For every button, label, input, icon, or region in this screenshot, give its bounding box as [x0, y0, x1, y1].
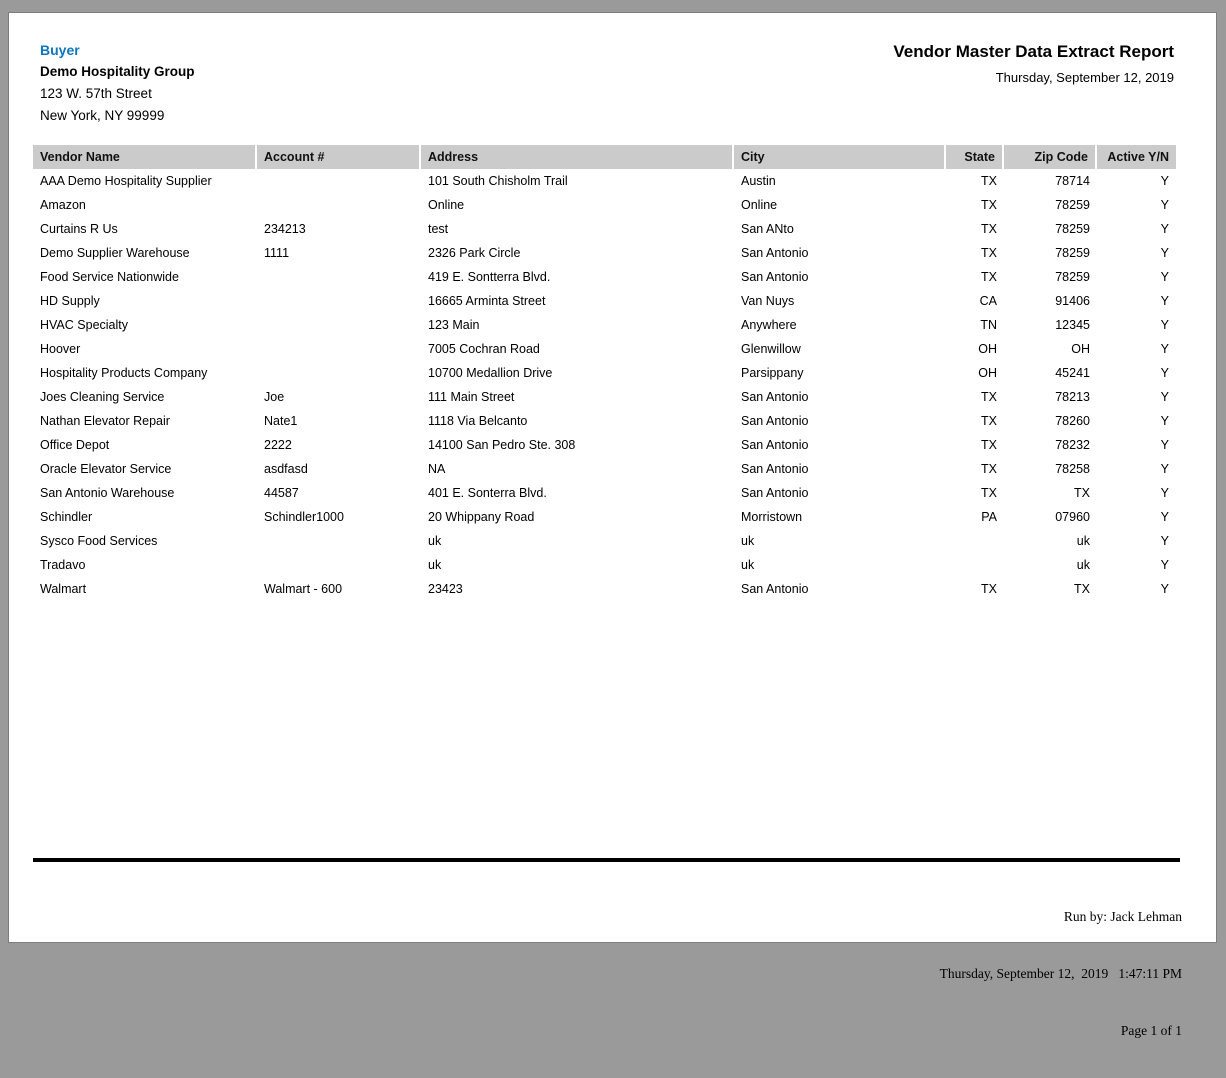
table-cell: TX	[981, 462, 997, 476]
table-row	[33, 193, 1176, 217]
table-row	[33, 337, 1176, 361]
table-cell: 20 Whippany Road	[428, 510, 535, 524]
table-cell	[257, 553, 421, 577]
table-cell: Online	[428, 198, 465, 212]
table-cell: 78213	[1055, 390, 1090, 404]
table-row	[33, 313, 1176, 337]
buyer-address-line1: 123 W. 57th Street	[40, 86, 152, 101]
table-row	[33, 265, 1176, 289]
table-cell: OH	[1071, 342, 1090, 356]
table-cell: Y	[1160, 342, 1169, 356]
table-cell: 78259	[1055, 246, 1090, 260]
table-cell	[946, 553, 1004, 577]
table-cell: 123 Main	[428, 318, 480, 332]
column-header-zip-code: Zip Code	[1004, 145, 1097, 169]
table-cell	[257, 529, 421, 553]
table-cell: HD Supply	[40, 294, 100, 308]
column-header-vendor-name: Vendor Name	[33, 145, 257, 169]
table-cell: uk	[428, 534, 442, 548]
table-cell: 1111	[264, 246, 290, 260]
table-cell: OH	[978, 342, 997, 356]
table-cell: Online	[741, 198, 778, 212]
table-cell: Y	[1160, 582, 1169, 596]
table-cell: TX	[981, 246, 997, 260]
column-header-active: Active Y/N	[1097, 145, 1176, 169]
table-cell: San Antonio Warehouse	[40, 486, 175, 500]
table-cell	[257, 313, 421, 337]
table-cell: asdfasd	[264, 462, 308, 476]
table-row	[33, 529, 1176, 553]
table-row	[33, 361, 1176, 385]
table-cell: Y	[1160, 318, 1169, 332]
footer-page-number: Page 1 of 1	[1120, 1023, 1182, 1038]
table-cell: Morristown	[741, 510, 803, 524]
table-cell: Demo Supplier Warehouse	[40, 246, 190, 260]
table-cell	[257, 337, 421, 361]
table-row	[33, 577, 1176, 601]
buyer-name: Demo Hospitality Group	[40, 64, 195, 79]
table-cell: 23423	[428, 582, 463, 596]
column-header-state: State	[946, 145, 1004, 169]
table-cell: Parsippany	[741, 366, 804, 380]
table-cell: uk	[741, 558, 755, 572]
table-cell: 101 South Chisholm Trail	[428, 174, 568, 188]
table-cell: PA	[981, 510, 997, 524]
table-cell: Food Service Nationwide	[40, 270, 179, 284]
table-cell	[257, 361, 421, 385]
table-cell: Y	[1160, 534, 1169, 548]
table-cell: Y	[1160, 390, 1169, 404]
column-header-city: City	[734, 145, 946, 169]
table-cell: Sysco Food Services	[40, 534, 158, 548]
table-cell	[257, 169, 421, 193]
table-cell: San ANto	[741, 222, 794, 236]
table-row	[33, 241, 1176, 265]
table-cell: Y	[1160, 174, 1169, 188]
table-cell: uk	[741, 534, 755, 548]
table-row	[33, 553, 1176, 577]
table-cell: Walmart	[40, 582, 87, 596]
table-cell: 78258	[1055, 462, 1090, 476]
buyer-address-line2: New York, NY 99999	[40, 108, 165, 123]
table-cell: 401 E. Sonterra Blvd.	[428, 486, 547, 500]
table-cell: 78259	[1055, 222, 1090, 236]
table-cell: TX	[981, 390, 997, 404]
table-header	[33, 145, 1176, 169]
table-cell: Van Nuys	[741, 294, 795, 308]
table-cell: CA	[979, 294, 997, 308]
table-cell: Y	[1160, 462, 1169, 476]
page-title: Vendor Master Data Extract Report	[893, 42, 1174, 61]
table-cell: Tradavo	[40, 558, 86, 572]
table-cell: 78232	[1055, 438, 1090, 452]
column-header-account: Account #	[257, 145, 421, 169]
table-cell: 7005 Cochran Road	[428, 342, 540, 356]
table-cell: Y	[1160, 486, 1169, 500]
table-cell: 2326 Park Circle	[428, 246, 521, 260]
table-cell: Y	[1160, 510, 1169, 524]
table-row	[33, 385, 1176, 409]
table-cell: Joe	[264, 390, 285, 404]
table-cell: Y	[1160, 270, 1169, 284]
table-cell	[257, 193, 421, 217]
table-cell: Y	[1160, 438, 1169, 452]
table-cell: San Antonio	[741, 270, 809, 284]
table-row	[33, 457, 1176, 481]
table-cell: TX	[981, 222, 997, 236]
table-cell: 234213	[264, 222, 306, 236]
table-cell: Y	[1160, 414, 1169, 428]
table-cell: Nate1	[264, 414, 298, 428]
table-row	[33, 169, 1176, 193]
table-cell: 419 E. Sontterra Blvd.	[428, 270, 551, 284]
table-cell: Hoover	[40, 342, 81, 356]
table-cell: San Antonio	[741, 414, 809, 428]
table-cell: Y	[1160, 246, 1169, 260]
table-cell: 78714	[1055, 174, 1090, 188]
table-cell: Y	[1160, 294, 1169, 308]
table-cell: TX	[981, 174, 997, 188]
report-date: Thursday, September 12, 2019	[995, 70, 1174, 85]
table-row	[33, 481, 1176, 505]
table-cell: TX	[981, 414, 997, 428]
table-cell: uk	[1076, 534, 1090, 548]
buyer-block	[40, 39, 195, 127]
table-cell: Amazon	[40, 198, 86, 212]
table-cell: TX	[981, 270, 997, 284]
table-cell: Y	[1160, 198, 1169, 212]
table-cell: Office Depot	[40, 438, 110, 452]
table-cell: TN	[980, 318, 997, 332]
table-cell: Glenwillow	[741, 342, 801, 356]
table-cell: Nathan Elevator Repair	[40, 414, 170, 428]
footer-run-by: Run by: Jack Lehman	[1063, 909, 1182, 924]
column-header-address: Address	[421, 145, 734, 169]
table-cell: uk	[1076, 558, 1090, 572]
table-row	[33, 433, 1176, 457]
table-cell: 16665 Arminta Street	[428, 294, 546, 308]
table-row	[33, 409, 1176, 433]
table-cell: 2222	[264, 438, 292, 452]
table-cell	[946, 529, 1004, 553]
table-cell: 1118 Via Belcanto	[428, 414, 528, 428]
table-cell: San Antonio	[741, 390, 809, 404]
table-cell: Walmart - 600	[264, 582, 343, 596]
table-header-row	[33, 145, 1176, 169]
report-page	[8, 12, 1217, 1038]
table-row	[33, 289, 1176, 313]
table-cell: Hospitality Products Company	[40, 366, 208, 380]
table-row	[33, 505, 1176, 529]
table-cell	[257, 265, 421, 289]
table-cell: TX	[981, 486, 997, 500]
table-cell: San Antonio	[741, 438, 809, 452]
table-cell: TX	[1074, 486, 1090, 500]
footer-divider	[33, 858, 1180, 862]
table-cell: 91406	[1055, 294, 1090, 308]
table-cell: 12345	[1055, 318, 1090, 332]
table-cell: TX	[981, 438, 997, 452]
table-cell: Curtains R Us	[40, 222, 118, 236]
table-cell: San Antonio	[741, 582, 809, 596]
table-cell: 111 Main Street	[428, 390, 515, 404]
table-body	[33, 169, 1176, 601]
table-cell: 78259	[1055, 198, 1090, 212]
footer-block	[940, 869, 1182, 1078]
table-cell: 07960	[1055, 510, 1090, 524]
table-cell: San Antonio	[741, 486, 809, 500]
table-row	[33, 217, 1176, 241]
table-cell: Schindler	[40, 510, 93, 524]
table-cell: 14100 San Pedro Ste. 308	[428, 438, 576, 452]
table-cell: Oracle Elevator Service	[40, 462, 172, 476]
table-cell: 44587	[264, 486, 299, 500]
table-cell: 78259	[1055, 270, 1090, 284]
vendor-table	[33, 145, 1176, 601]
table-cell	[257, 289, 421, 313]
table-cell: Y	[1160, 366, 1169, 380]
table-cell: Y	[1160, 558, 1169, 572]
table-cell: Schindler1000	[264, 510, 344, 524]
table-cell: test	[428, 222, 449, 236]
table-cell: HVAC Specialty	[40, 318, 128, 332]
table-cell: Joes Cleaning Service	[40, 390, 165, 404]
buyer-label: Buyer	[40, 42, 80, 58]
table-cell: Anywhere	[741, 318, 797, 332]
table-cell: TX	[981, 198, 997, 212]
table-cell: 10700 Medallion Drive	[428, 366, 553, 380]
report-title-block	[893, 42, 1174, 85]
table-cell: NA	[428, 462, 446, 476]
table-cell: TX	[1074, 582, 1090, 596]
table-cell: AAA Demo Hospitality Supplier	[40, 174, 212, 188]
table-cell: uk	[428, 558, 442, 572]
table-cell: OH	[978, 366, 997, 380]
table-cell: Austin	[741, 174, 776, 188]
table-cell: San Antonio	[741, 246, 809, 260]
table-cell: 45241	[1055, 366, 1090, 380]
table-cell: TX	[981, 582, 997, 596]
table-cell: Y	[1160, 222, 1169, 236]
table-cell: 78260	[1055, 414, 1090, 428]
table-cell: San Antonio	[741, 462, 809, 476]
footer-datetime: Thursday, September 12, 2019 1:47:11 PM	[939, 966, 1182, 981]
